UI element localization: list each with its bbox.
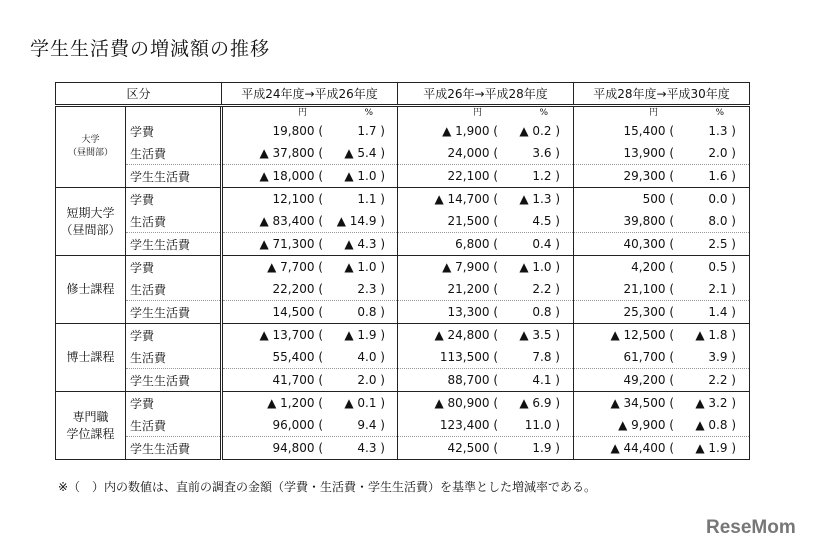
amount-yen: ▲ 37,800 ( [259, 146, 323, 160]
value-cell [398, 301, 574, 324]
amount-yen: 21,500 ( [447, 214, 498, 228]
rate-pct: 4.5 ) [532, 214, 560, 228]
amount-yen: 15,400 ( [623, 124, 674, 138]
unit-cell [574, 106, 750, 121]
amount-yen: 96,000 ( [272, 418, 323, 432]
amount-yen: ▲ 1,900 ( [442, 124, 498, 138]
rate-pct: 0.5 ) [708, 260, 736, 274]
rate-pct: ▲ 1.0 ) [344, 260, 385, 274]
table-row [56, 188, 750, 211]
value-cell [398, 188, 574, 211]
value-cell [398, 142, 574, 165]
rate-pct: 1.9 ) [532, 441, 560, 455]
rate-pct: 2.2 ) [708, 373, 736, 387]
amount-yen: ▲ 83,400 ( [259, 214, 323, 228]
rate-pct: 1.1 ) [357, 192, 385, 206]
amount-yen: 13,300 ( [447, 305, 498, 319]
table-row [56, 437, 750, 460]
value-cell [574, 346, 750, 369]
rate-pct: 2.2 ) [532, 282, 560, 296]
amount-yen: 41,700 ( [272, 373, 323, 387]
amount-yen: ▲ 13,700 ( [259, 328, 323, 342]
value-cell [222, 120, 398, 142]
value-cell [398, 437, 574, 460]
amount-yen: ▲ 24,800 ( [434, 328, 498, 342]
rate-pct: ▲ 4.3 ) [344, 237, 385, 251]
amount-yen: ▲ 12,500 ( [610, 328, 674, 342]
value-cell [398, 369, 574, 392]
rate-pct: 0.8 ) [357, 305, 385, 319]
value-cell [398, 392, 574, 415]
value-cell [222, 188, 398, 211]
group-label: 博士課程 [56, 324, 126, 392]
amount-yen: ▲ 7,700 ( [267, 260, 323, 274]
group-label: 短期大学 （昼間部） [56, 188, 126, 256]
amount-yen: 21,100 ( [623, 282, 674, 296]
value-cell [574, 278, 750, 301]
item-label: 学生生活費 [126, 437, 222, 460]
value-cell [222, 392, 398, 415]
item-label: 学生生活費 [126, 301, 222, 324]
table-row [56, 369, 750, 392]
rate-pct: ▲ 3.2 ) [695, 396, 736, 410]
unit-row [56, 106, 750, 121]
value-cell [398, 210, 574, 233]
rate-pct: 3.6 ) [532, 146, 560, 160]
table-row [56, 414, 750, 437]
value-cell [398, 256, 574, 279]
rate-pct: 0.8 ) [532, 305, 560, 319]
value-cell [398, 165, 574, 188]
rate-pct: 4.1 ) [532, 373, 560, 387]
amount-yen: 40,300 ( [623, 237, 674, 251]
group-label: 大学 （昼間部） [56, 106, 126, 188]
amount-yen: 14,500 ( [272, 305, 323, 319]
header-row [56, 83, 750, 106]
rate-pct: ▲ 1.8 ) [695, 328, 736, 342]
amount-yen: 6,800 ( [455, 237, 498, 251]
table-row [56, 301, 750, 324]
value-cell [222, 210, 398, 233]
item-label: 学費 [126, 188, 222, 211]
amount-yen: 55,400 ( [272, 350, 323, 364]
unit-yen: 円 [472, 108, 482, 118]
item-cell [126, 106, 222, 121]
header-period-2: 平成26年→平成28年度 [398, 83, 574, 106]
value-cell [574, 392, 750, 415]
table-row [56, 210, 750, 233]
amount-yen: 13,900 ( [623, 146, 674, 160]
item-label: 生活費 [126, 414, 222, 437]
table-row [56, 324, 750, 347]
amount-yen: ▲ 34,500 ( [610, 396, 674, 410]
rate-pct: 3.9 ) [708, 350, 736, 364]
item-label: 生活費 [126, 346, 222, 369]
amount-yen: 22,200 ( [272, 282, 323, 296]
value-cell [222, 142, 398, 165]
value-cell [222, 437, 398, 460]
rate-pct: ▲ 0.1 ) [344, 396, 385, 410]
value-cell [398, 324, 574, 347]
value-cell [574, 233, 750, 256]
value-cell [574, 120, 750, 142]
table-row [56, 256, 750, 279]
unit-yen: 円 [297, 108, 307, 118]
amount-yen: 29,300 ( [623, 169, 674, 183]
amount-yen: ▲ 7,900 ( [442, 260, 498, 274]
header-category: 区分 [56, 83, 222, 106]
item-label: 生活費 [126, 278, 222, 301]
item-label: 学生生活費 [126, 233, 222, 256]
rate-pct: ▲ 14.9 ) [336, 214, 385, 228]
item-label: 学費 [126, 392, 222, 415]
item-label: 生活費 [126, 210, 222, 233]
amount-yen: 500 ( [642, 192, 674, 206]
item-label: 学生生活費 [126, 369, 222, 392]
value-cell [398, 414, 574, 437]
table-row [56, 165, 750, 188]
amount-yen: 19,800 ( [272, 124, 323, 138]
rate-pct: 1.7 ) [357, 124, 385, 138]
value-cell [574, 301, 750, 324]
value-cell [574, 256, 750, 279]
value-cell [222, 233, 398, 256]
amount-yen: 25,300 ( [623, 305, 674, 319]
amount-yen: ▲ 9,900 ( [618, 418, 674, 432]
value-cell [222, 301, 398, 324]
rate-pct: 2.1 ) [708, 282, 736, 296]
value-cell [574, 324, 750, 347]
rate-pct: 2.3 ) [357, 282, 385, 296]
amount-yen: 22,100 ( [447, 169, 498, 183]
rate-pct: ▲ 1.3 ) [519, 192, 560, 206]
table-row [56, 392, 750, 415]
rate-pct: ▲ 5.4 ) [344, 146, 385, 160]
value-cell [398, 346, 574, 369]
value-cell [222, 278, 398, 301]
rate-pct: ▲ 0.8 ) [695, 418, 736, 432]
item-label: 学費 [126, 120, 222, 142]
page-title: 学生生活費の増減額の推移 [30, 38, 271, 60]
table-row [56, 233, 750, 256]
amount-yen: 39,800 ( [623, 214, 674, 228]
amount-yen: 88,700 ( [447, 373, 498, 387]
rate-pct: 0.0 ) [708, 192, 736, 206]
rate-pct: 9.4 ) [357, 418, 385, 432]
table-row [56, 278, 750, 301]
amount-yen: ▲ 71,300 ( [259, 237, 323, 251]
unit-pct: % [715, 108, 724, 118]
item-label: 学費 [126, 256, 222, 279]
value-cell [222, 369, 398, 392]
unit-pct: % [364, 108, 373, 118]
value-cell [222, 346, 398, 369]
item-label: 学生生活費 [126, 165, 222, 188]
amount-yen: 113,500 ( [439, 350, 498, 364]
amount-yen: 49,200 ( [623, 373, 674, 387]
value-cell [574, 369, 750, 392]
unit-cell [398, 106, 574, 121]
rate-pct: 1.4 ) [708, 305, 736, 319]
value-cell [574, 414, 750, 437]
amount-yen: 42,500 ( [447, 441, 498, 455]
amount-yen: ▲ 18,000 ( [259, 169, 323, 183]
group-label: 修士課程 [56, 256, 126, 324]
amount-yen: ▲ 44,400 ( [610, 441, 674, 455]
amount-yen: 61,700 ( [623, 350, 674, 364]
amount-yen: 21,200 ( [447, 282, 498, 296]
rate-pct: ▲ 3.5 ) [519, 328, 560, 342]
value-cell [574, 437, 750, 460]
amount-yen: ▲ 14,700 ( [434, 192, 498, 206]
amount-yen: ▲ 80,900 ( [434, 396, 498, 410]
header-period-1: 平成24年度→平成26年度 [222, 83, 398, 106]
value-cell [398, 120, 574, 142]
rate-pct: ▲ 6.9 ) [519, 396, 560, 410]
rate-pct: 4.0 ) [357, 350, 385, 364]
rate-pct: ▲ 1.0 ) [519, 260, 560, 274]
amount-yen: 12,100 ( [272, 192, 323, 206]
group-label: 専門職 学位課程 [56, 392, 126, 460]
rate-pct: 11.0 ) [524, 418, 560, 432]
unit-cell [222, 106, 398, 121]
item-label: 学費 [126, 324, 222, 347]
amount-yen: 94,800 ( [272, 441, 323, 455]
amount-yen: 24,000 ( [447, 146, 498, 160]
rate-pct: 4.3 ) [357, 441, 385, 455]
value-cell [574, 142, 750, 165]
rate-pct: ▲ 1.0 ) [344, 169, 385, 183]
footnote: ※（ ）内の数値は、直前の調査の金額（学費・生活費・学生生活費）を基準とした増減率である。 [58, 480, 597, 494]
table-row [56, 120, 750, 142]
header-period-3: 平成28年度→平成30年度 [574, 83, 750, 106]
amount-yen: 4,200 ( [631, 260, 674, 274]
rate-pct: ▲ 1.9 ) [344, 328, 385, 342]
resemom-logo: ReseMom [706, 517, 796, 538]
value-cell [398, 278, 574, 301]
rate-pct: 0.4 ) [532, 237, 560, 251]
rate-pct: 2.5 ) [708, 237, 736, 251]
value-cell [574, 165, 750, 188]
value-cell [222, 256, 398, 279]
table-row [56, 142, 750, 165]
value-cell [222, 414, 398, 437]
value-cell [574, 210, 750, 233]
rate-pct: 1.3 ) [708, 124, 736, 138]
amount-yen: 123,400 ( [439, 418, 498, 432]
value-cell [222, 165, 398, 188]
value-cell [398, 233, 574, 256]
item-label: 生活費 [126, 142, 222, 165]
rate-pct: 1.6 ) [708, 169, 736, 183]
rate-pct: 2.0 ) [708, 146, 736, 160]
rate-pct: 7.8 ) [532, 350, 560, 364]
table-row [56, 346, 750, 369]
change-table [55, 82, 750, 460]
unit-pct: % [539, 108, 548, 118]
value-cell [222, 324, 398, 347]
value-cell [574, 188, 750, 211]
rate-pct: 8.0 ) [708, 214, 736, 228]
rate-pct: ▲ 1.9 ) [695, 441, 736, 455]
rate-pct: 1.2 ) [532, 169, 560, 183]
rate-pct: 2.0 ) [357, 373, 385, 387]
amount-yen: ▲ 1,200 ( [267, 396, 323, 410]
unit-yen: 円 [648, 108, 658, 118]
rate-pct: ▲ 0.2 ) [519, 124, 560, 138]
